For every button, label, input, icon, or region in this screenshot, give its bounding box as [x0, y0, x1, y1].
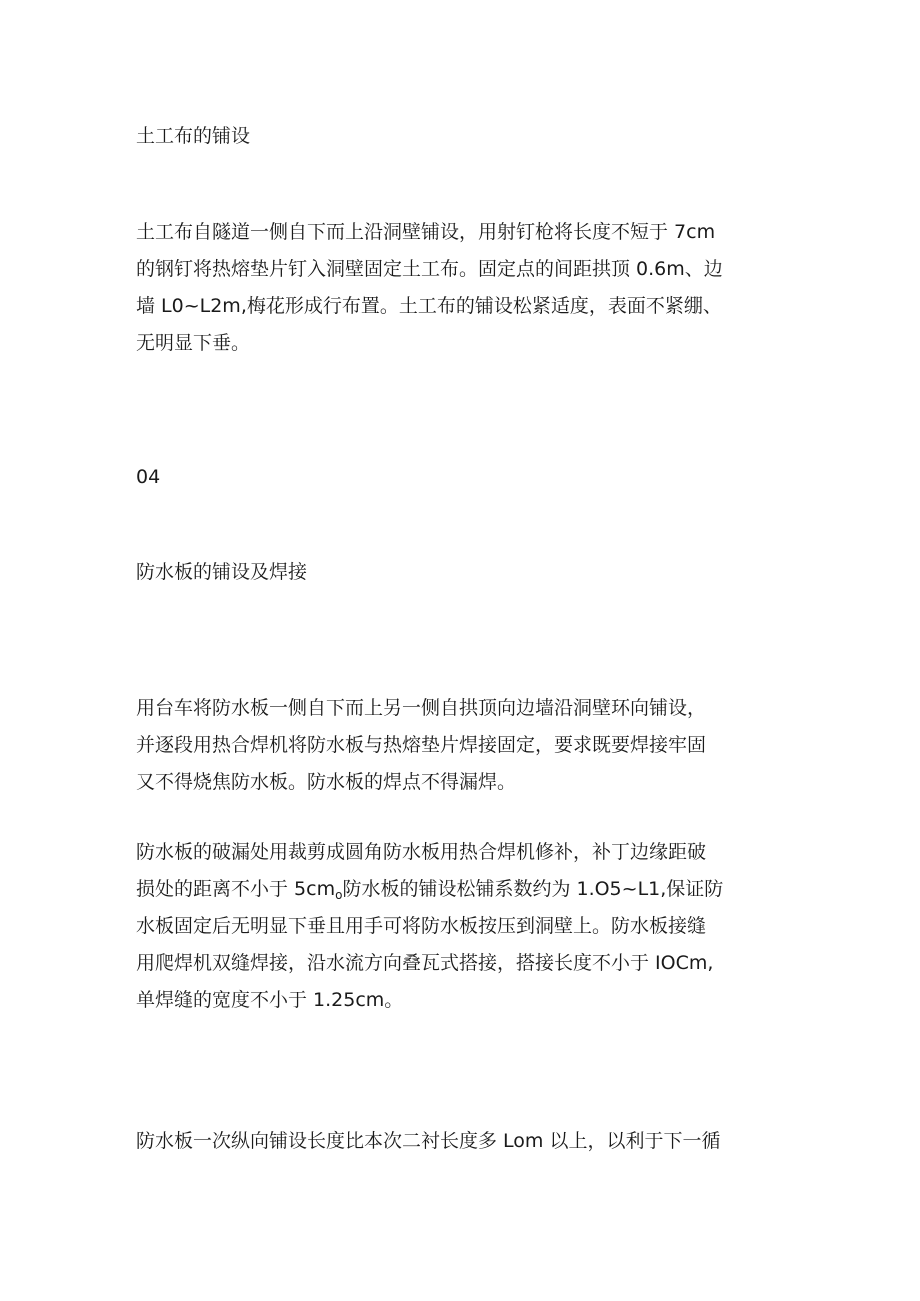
text-line: 并逐段用热合焊机将防水板与热熔垫片焊接固定，要求既要焊接牢固	[136, 734, 707, 756]
text-line	[136, 871, 796, 908]
paragraph-waterproof-3	[136, 1123, 796, 1160]
text-fragment: 防水板的铺设松铺系数约为 1.O5~L1,保证防	[342, 878, 724, 900]
text-line: 水板固定后无明显下垂且用手可将防水板按压到洞壁上。防水板接缝	[136, 915, 707, 937]
subscript-fragment: o	[335, 888, 343, 902]
text-line: 防水板的破漏处用裁剪成圆角防水板用热合焊机修补，补丁边缘距破	[136, 841, 707, 863]
paragraph-waterproof-2	[136, 834, 796, 1019]
text-line: 又不得烧焦防水板。防水板的焊点不得漏焊。	[136, 771, 517, 793]
text-line: 土工布自隧道一侧自下而上沿洞壁铺设，用射钉枪将长度不短于 7cm	[136, 221, 716, 243]
text-line: 单焊缝的宽度不小于 1.25cm。	[136, 989, 404, 1011]
heading-waterproof: 防水板的铺设及焊接	[136, 561, 308, 583]
paragraph-waterproof-1	[136, 690, 796, 801]
text-line: 墙 L0~L2m,梅花形成行布置。土工布的铺设松紧适度，表面不紧绷、	[136, 295, 722, 317]
text-line: 的钢钉将热熔垫片钉入洞壁固定土工布。固定点的间距拱顶 0.6m、边	[136, 258, 723, 280]
text-line: 用台车将防水板一侧自下而上另一侧自拱顶向边墙沿洞壁环向铺设，	[136, 697, 707, 719]
paragraph-geotextile	[136, 214, 796, 362]
text-line: 无明显下垂。	[136, 332, 251, 354]
section-number: 04	[136, 466, 161, 488]
heading-geotextile: 土工布的铺设	[136, 125, 251, 147]
text-line: 用爬焊机双缝焊接，沿水流方向叠瓦式搭接，搭接长度不小于 IOCm,	[136, 952, 714, 974]
text-fragment: 损处的距离不小于 5cm	[136, 878, 336, 900]
text-line: 防水板一次纵向铺设长度比本次二衬长度多 Lom 以上，以利于下一循	[136, 1130, 721, 1152]
